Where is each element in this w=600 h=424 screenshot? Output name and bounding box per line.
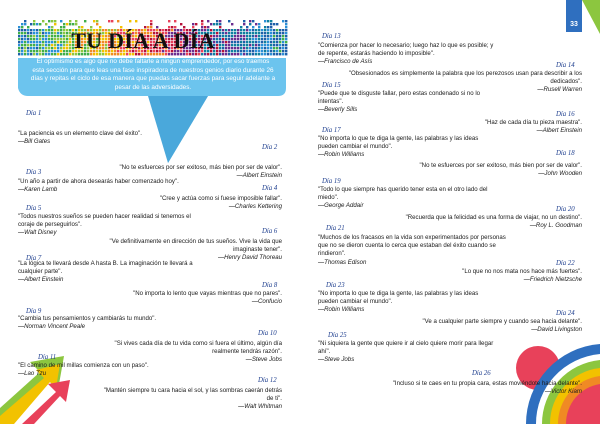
- day-label: Día 22: [556, 260, 575, 267]
- quote-author: —Beverly Sills: [318, 106, 358, 114]
- quote-author: —Francisco de Asís: [318, 58, 373, 66]
- quote-author: —Bill Gates: [18, 138, 51, 146]
- quote-text: "El camino de mil millas comienza con un paso".: [18, 362, 149, 369]
- day-quote: [90, 340, 282, 365]
- day-quote: [110, 195, 282, 211]
- day-label: Día 16: [556, 111, 575, 118]
- quote-author: —Robin Williams: [318, 151, 365, 159]
- quote-author: —Walt Whitman: [238, 403, 282, 411]
- day-quote: [18, 260, 208, 285]
- day-label: Día 18: [556, 150, 575, 157]
- day-quote: [380, 162, 582, 178]
- quote-text: "Haz de cada día tu pieza maestra".: [484, 119, 582, 126]
- day-label: Día 2: [262, 144, 278, 151]
- quote-text: "La paciencia es un elemento clave del éxito".: [18, 130, 142, 137]
- quote-text: "Ni siquiera la gente que quiere ir al cielo quiere morir para llegar ahí".: [318, 340, 494, 356]
- quote-text: "Incluso si te caes en tu propia cara, estas moviéndote hacia delante".: [392, 380, 582, 387]
- quote-author: —Steve Jobs: [318, 356, 355, 364]
- day-label: Día 11: [38, 354, 57, 361]
- quote-text: "No importa lo que te diga la gente, las palabras y las ideas pueden cambiar el mundo".: [318, 290, 479, 306]
- day-quote: [100, 238, 282, 263]
- quote-author: —Steve Jobs: [245, 356, 282, 364]
- quote-author: —Charles Kettering: [228, 203, 282, 211]
- quote-text: "No te esfuerces por ser exitoso, más bien por ser de valor".: [119, 164, 282, 171]
- day-quote: [318, 135, 494, 160]
- day-quote: [378, 318, 582, 334]
- day-label: Día 5: [26, 205, 42, 212]
- quote-text: "Lo que no nos mata nos hace más fuertes".: [462, 268, 582, 275]
- day-quote: [18, 362, 198, 378]
- quote-author: —George Addair: [318, 202, 364, 210]
- quote-text: "Obsesionados es simplemente la palabra que los perezosos usan para describir a los dedicados".: [348, 70, 582, 86]
- page-number: 33: [570, 21, 578, 28]
- day-quote: [318, 42, 494, 67]
- day-quote: [100, 387, 282, 412]
- quote-text: "La lógica te llevará desde A hasta B. La imaginación te llevará a cualquier parte".: [18, 260, 193, 276]
- quote-text: "Cambia tus pensamientos y cambiarás tu mundo".: [18, 315, 157, 322]
- quote-text: "Muchos de los fracasos en la vida son experimentados por personas que no se dieron cuenta lo cerca que estaban del éxito cuando se rindieron".: [318, 234, 506, 258]
- quote-author: —Henry David Thoreau: [217, 254, 282, 262]
- quote-text: "No importa lo lento que vayas mientras que no pares".: [133, 290, 282, 297]
- day-quote: [18, 130, 178, 146]
- quote-text: "Todo lo que siempre has querido tener esta en el otro lado del miedo".: [318, 186, 488, 202]
- intro-text: El optimismo es algo que no debe faltarle a ningún emprendedor, por eso traemos esta sección para que leas una fase inspiradora de nuestros genios diario durante 26 días y repitas el ciclo de esa manera que puedas sacar fuerzas para seguir adelante a pesar de las adversidades.: [30, 58, 276, 91]
- day-quote: [318, 290, 498, 315]
- quote-text: "Ve definitivamente en dirección de tus sueños. Vive la vida que imaginaste tener".: [109, 238, 282, 254]
- quote-text: "Todos nuestros sueños se pueden hacer realidad si tenemos el coraje de perseguirlos".: [18, 213, 191, 229]
- quote-text: "Recuerda que la felicidad es una forma de viajar, no un destino".: [405, 214, 582, 221]
- day-quote: [418, 119, 582, 135]
- day-label: Día 23: [326, 282, 345, 289]
- day-quote: [318, 340, 494, 365]
- day-label: Día 15: [322, 82, 341, 89]
- quote-text: "No importa lo que te diga la gente, las palabras y las ideas pueden cambiar el mundo".: [318, 135, 479, 151]
- quote-author: —Thomas Edison: [318, 258, 367, 266]
- quote-text: "Ve a cualquier parte siempre y cuando sea hacia delante".: [422, 318, 582, 325]
- day-label: Día 14: [556, 62, 575, 69]
- day-label: Día 10: [258, 330, 277, 337]
- quote-text: "No te esfuerces por ser exitoso, más bien por ser de valor".: [419, 162, 582, 169]
- quote-author: —Robin Williams: [318, 306, 365, 314]
- day-quote: [18, 213, 198, 238]
- day-quote: [110, 290, 282, 306]
- day-label: Día 25: [328, 332, 347, 339]
- quote-text: "Un año a partir de ahora desearás haber comenzado hoy".: [18, 178, 179, 185]
- day-label: Día 9: [26, 308, 42, 315]
- quote-text: "Si vives cada día de tu vida como si fuera el último, algún día realmente tendrás razón".: [114, 340, 282, 356]
- quote-author: —Walt Disney: [18, 229, 57, 237]
- day-label: Día 26: [472, 370, 491, 377]
- day-label: Día 4: [262, 185, 278, 192]
- corner-green-triangle: [582, 0, 600, 40]
- quote-author: —Norman Vincent Peale: [18, 323, 85, 331]
- quote-text: "Puede que te disguste fallar, pero estas condenado si no lo intentas".: [318, 90, 481, 106]
- page-number-tab: [566, 0, 582, 32]
- quote-text: "Cree y actúa como si fuese imposible fallar".: [159, 195, 282, 202]
- day-label: Día 17: [322, 127, 341, 134]
- quote-author: —John Wooden: [538, 170, 582, 178]
- day-label: Día 13: [322, 33, 341, 40]
- quote-author: —Albert Einstein: [236, 172, 282, 180]
- day-label: Día 8: [262, 282, 278, 289]
- day-label: Día 3: [26, 169, 42, 176]
- day-quote: [18, 315, 188, 331]
- quote-author: —David Livingston: [531, 326, 582, 334]
- day-quote: [318, 234, 508, 267]
- day-label: Día 6: [262, 228, 278, 235]
- quote-author: —Karen Lamb: [18, 186, 58, 194]
- day-label: Día 7: [26, 255, 42, 262]
- quote-author: —Rusell Warren: [537, 86, 582, 94]
- quote-author: —Friedrich Nietzsche: [523, 276, 582, 284]
- quote-author: —Albert Einstein: [536, 127, 582, 135]
- page-title: TU DÍA A DÍA: [71, 28, 215, 53]
- day-quote: [330, 214, 582, 230]
- day-label: Día 1: [26, 110, 42, 117]
- day-label: Día 12: [258, 377, 277, 384]
- day-label: Día 19: [322, 178, 341, 185]
- quote-text: "Mantén siempre tu cara hacia el sol, y las sombras caerán detrás de ti".: [103, 387, 282, 403]
- quote-author: —Victor Kiam: [544, 388, 582, 396]
- day-quote: [318, 90, 494, 115]
- day-label: Día 21: [326, 225, 345, 232]
- quote-author: —Confucio: [251, 298, 282, 306]
- quote-text: "Comienza por hacer lo necesario; luego haz lo que es posible; y de repente, estarás haciendo lo imposible".: [318, 42, 494, 58]
- day-quote: [330, 380, 582, 396]
- day-quote: [318, 186, 494, 211]
- day-quote: [18, 178, 188, 194]
- quote-author: —Roy L. Goodman: [529, 222, 582, 230]
- day-quote: [380, 268, 582, 284]
- day-label: Día 20: [556, 206, 575, 213]
- quote-author: —Lao Tzu: [18, 370, 47, 378]
- quote-author: —Albert Einstein: [18, 276, 64, 284]
- day-label: Día 24: [556, 310, 575, 317]
